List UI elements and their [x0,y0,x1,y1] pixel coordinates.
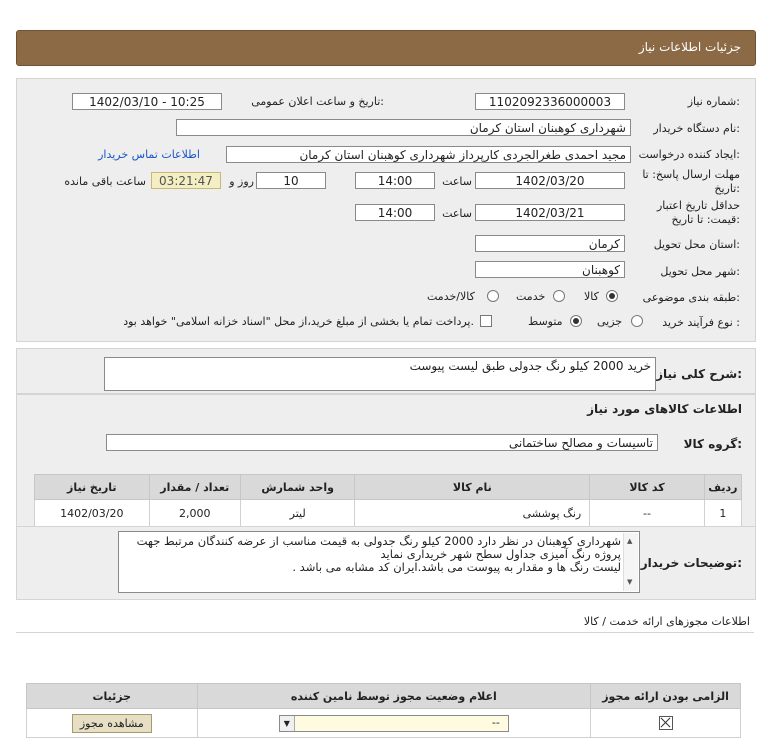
col-date: تاریخ نیاز [35,475,150,500]
buyer-notes-textarea[interactable] [118,531,640,593]
buyer-notes-line: شهرداری کوهبنان در نظر دارد 2000 کیلو رنگ جدولی به قیمت مناسب از عرضه کنندگان مرتبط جهت [136,534,621,548]
category-radio-service[interactable] [553,290,565,302]
process-radio-minor[interactable] [631,315,643,327]
province-field[interactable]: کرمان [475,235,625,252]
city-label: شهر محل تحویل: [660,265,740,278]
page-header [16,30,756,66]
buyer-label: نام دستگاه خریدار: [653,122,740,135]
col-code: کد کالا [590,475,705,500]
buyer-notes-line: پروژه رنگ آمیزی جداول سطح شهر خریداری نماید [380,547,621,561]
reply-deadline-label: مهلت ارسال پاسخ: تا تاریخ: [642,168,740,195]
reply-hour-label: ساعت [442,175,472,188]
validity-date-field[interactable]: 1402/03/21 [475,204,625,221]
cell-index: 1 [704,500,741,527]
category-radio-goods[interactable] [606,290,618,302]
col-name: نام کالا [355,475,590,500]
col-details: جزئیات [27,684,198,709]
category-option-goods: کالا [584,290,599,303]
licenses-divider [16,632,754,633]
creator-field[interactable]: مجید احمدی طغرالجردی کارپرداز شهرداری کوهبنان استان کرمان [226,146,631,163]
cell-name: رنگ پوششی [355,500,590,527]
validity-hour-label: ساعت [442,207,472,220]
remaining-label: ساعت باقی مانده [64,175,146,188]
city-field[interactable]: کوهبنان [475,261,625,278]
days-label: روز و [229,175,254,188]
goods-table-header [35,475,742,500]
validity-label: حداقل تاریخ اعتبار قیمت: تا تاریخ: [656,199,740,226]
process-radio-medium[interactable] [570,315,582,327]
cell-unit: لیتر [240,500,355,527]
process-option-minor: جزیی [597,315,623,328]
summary-label: شرح کلی نیاز: [656,367,742,381]
status-cell [197,709,591,738]
col-unit: واحد شمارش [240,475,355,500]
need-number-label: شماره نیاز: [687,95,740,108]
goods-group-field[interactable]: تاسیسات و مصالح ساختمانی [106,434,658,451]
cell-date: 1402/03/20 [35,500,150,527]
days-field[interactable]: 10 [256,172,326,189]
col-qty: تعداد / مقدار [149,475,240,500]
required-checkbox-icon [659,716,673,730]
license-status-select[interactable] [279,715,509,732]
treasury-payment-checkbox[interactable] [480,315,492,327]
col-index: ردیف [704,475,741,500]
table-row[interactable] [35,500,742,527]
creator-label: ایجاد کننده درخواست: [638,148,740,161]
process-option-medium: متوسط [528,315,563,328]
reply-date-field[interactable]: 1402/03/20 [475,172,625,189]
col-status: اعلام وضعیت مجوز توسط نامین کننده [197,684,591,709]
page-title: جزئیات اطلاعات نیاز [638,40,741,54]
contact-info-link[interactable]: اطلاعات تماس خریدار [98,148,200,161]
summary-field[interactable]: خرید 2000 کیلو رنگ جدولی طبق لیست پیوست [104,357,656,391]
treasury-payment-note: پرداخت تمام یا بخشی از مبلغ خرید،از محل "اسناد خزانه اسلامی" خواهد بود. [123,315,474,328]
process-label: نوع فرآیند خرید : [662,316,740,329]
details-cell [27,709,198,738]
category-option-goods-service: کالا/خدمت [427,290,475,303]
chevron-down-icon[interactable]: ▼ [280,716,295,731]
goods-group-label: گروه کالا: [683,437,742,451]
buyer-notes-line: لیست رنگ ها و مقدار به پیوست می باشد.ایران کد مشابه می باشد . [292,560,621,574]
licenses-title: اطلاعات مجوزهای ارائه خدمت / کالا [583,615,750,628]
category-label: طبقه بندی موضوعی: [642,291,740,304]
scroll-down-icon[interactable]: ▼ [627,578,633,586]
category-option-service: خدمت [516,290,546,303]
scroll-up-icon[interactable]: ▲ [627,537,633,545]
licenses-table [26,683,741,738]
remaining-time-field: 03:21:47 [151,172,221,189]
license-status-value: -- [491,715,500,729]
goods-section-title: اطلاعات کالاهای مورد نیاز [587,402,742,416]
need-number-field[interactable]: 1102092336000003 [475,93,625,110]
goods-table [34,474,742,527]
category-radio-goods-service[interactable] [487,290,499,302]
buyer-notes-label: توضیحات خریدار: [640,556,742,570]
table-row [27,709,741,738]
cell-qty: 2,000 [149,500,240,527]
view-license-button[interactable]: مشاهده مجوز [72,714,152,733]
announce-field[interactable]: 1402/03/10 - 10:25 [72,93,222,110]
required-cell [591,709,741,738]
validity-time-field[interactable]: 14:00 [355,204,435,221]
buyer-notes-scrollbar[interactable] [623,533,638,591]
province-label: استان محل تحویل: [653,238,740,251]
licenses-table-header [27,684,741,709]
cell-code: -- [590,500,705,527]
col-required: الزامی بودن ارائه مجوز [591,684,741,709]
buyer-field[interactable]: شهرداری کوهبنان استان کرمان [176,119,631,136]
reply-time-field[interactable]: 14:00 [355,172,435,189]
announce-label: تاریخ و ساعت اعلان عمومی: [251,95,384,108]
